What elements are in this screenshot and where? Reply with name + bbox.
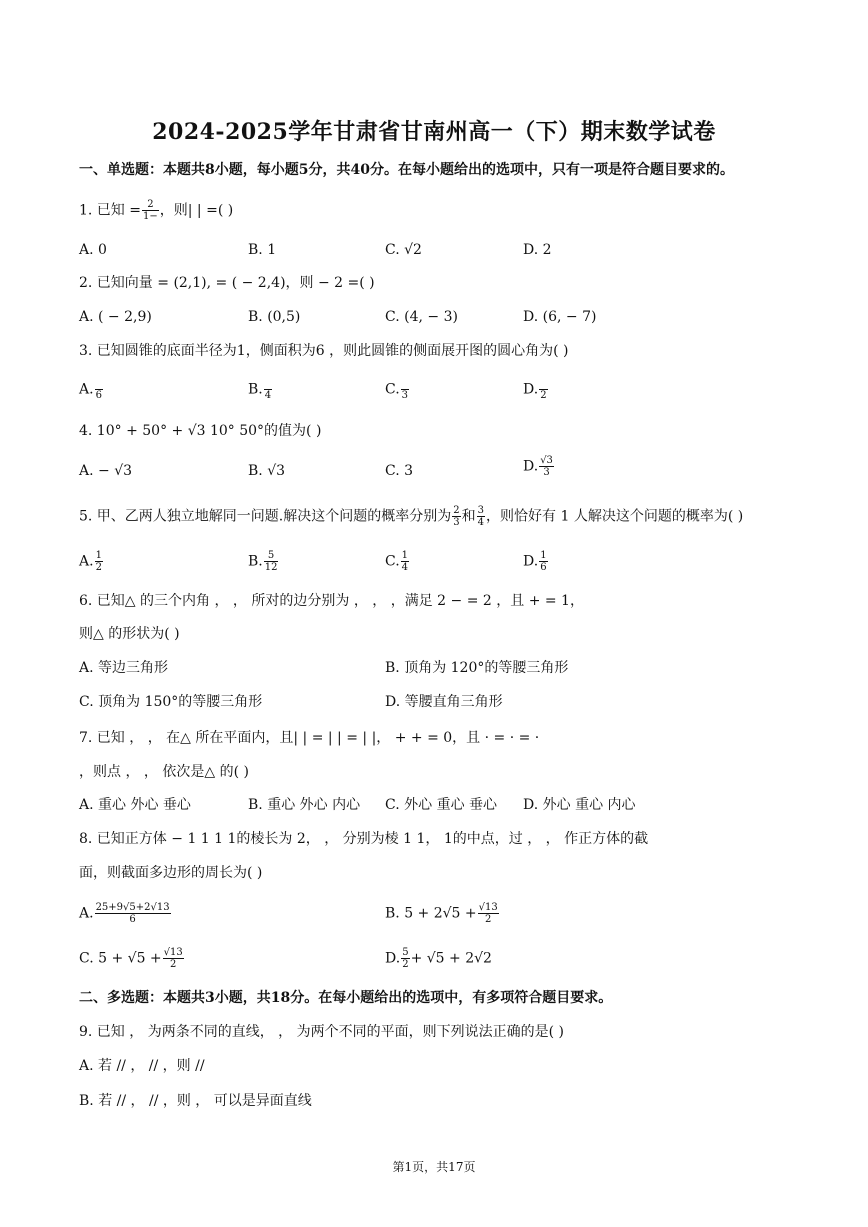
q3-option-d: D. 2 <box>523 378 549 401</box>
question-8-stem-line2: 面，则截面多边形的周长为( ) <box>79 865 263 881</box>
page-footer: 第1页，共17页 <box>392 1160 476 1174</box>
q1-option-a: A. 0 <box>79 242 107 258</box>
q3-option-c: C. 3 <box>385 378 410 401</box>
question-6-stem-line2: 则△ 的形状为( ) <box>79 626 180 642</box>
q2-option-b: B. (0,5) <box>248 309 301 325</box>
q9-option-a: A. 若 // ， // ，则 // <box>79 1058 205 1074</box>
q6-option-d: D. 等腰直角三角形 <box>385 694 503 710</box>
q7-option-a: A. 重心 外心 垂心 <box>79 797 191 813</box>
question-6-stem-line1: 6. 已知△ 的三个内角 ， ， 所对的边分别为 ， ， ，满足 2 − = 2 ，且 + = 1， <box>79 593 584 609</box>
q8-option-d: D. $\frac{5}{2}$ + √5 + 2√2 <box>385 947 492 970</box>
question-1-stem <box>79 199 233 222</box>
question-8-stem-line1: 8. 已知正方体 − 1 1 1 1的棱长为 2， ， 分别为棱 1 1， 1的中点，过 ， ， 作正方体的截 <box>79 831 649 847</box>
question-3-stem: 3. 已知圆锥的底面半径为1，侧面积为6 ，则此圆锥的侧面展开图的圆心角为( ) <box>79 343 569 359</box>
q5-option-c: C. $\frac{1}{4}$ <box>385 550 409 573</box>
question-7-stem-line1: 7. 已知 ， ， 在△ 所在平面内，且| | = | | = | |， + + = 0，且 · = · = · <box>79 730 540 746</box>
q6-option-a: A. 等边三角形 <box>79 660 169 676</box>
q1-stem-prefix: 1. 已知 = <box>79 202 141 219</box>
q8-option-b: B. 5 + 2√5 + $\frac{√13}{2}$ <box>385 902 498 925</box>
q5-option-b: B. $\frac{5}{12}$ <box>248 550 278 573</box>
q4-option-b: B. √3 <box>248 463 286 479</box>
q9-option-b: B. 若 // ， // ，则 ， 可以是异面直线 <box>79 1093 312 1109</box>
section-single-choice: 一、单选题：本题共8小题，每小题5分，共40分。在每小题给出的选项中，只有一项是符合题目要求的。 <box>79 162 734 178</box>
q1-option-b: B. 1 <box>248 242 277 258</box>
question-5-stem: 5. 甲、乙两人独立地解同一问题.解决这个问题的概率分别为 $\frac{2}{3}$ 和 $\frac{3}{4}$ ，则恰好有 1 人解决这个问题的概率为( ) <box>79 505 744 528</box>
q2-option-d: D. (6, − 7) <box>523 309 597 325</box>
q2-option-c: C. (4, − 3) <box>385 309 458 325</box>
q4-option-c: C. 3 <box>385 463 414 479</box>
q8-option-c: C. 5 + √5 + $\frac{√13}{2}$ <box>79 947 183 970</box>
q6-option-c: C. 顶角为 150°的等腰三角形 <box>79 694 263 710</box>
q3-option-a: A. 6 <box>79 378 104 401</box>
q8-option-a: A. $\frac{25+9√5+2√13}{6}$ <box>79 902 170 925</box>
q7-option-c: C. 外心 重心 垂心 <box>385 797 498 813</box>
q7-option-d: D. 外心 重心 内心 <box>523 797 636 813</box>
q7-option-b: B. 重心 外心 内心 <box>248 797 361 813</box>
q1-stem-suffix: ，则| | =( ) <box>159 202 234 219</box>
question-2-stem: 2. 已知向量 = (2,1), = ( − 2,4)，则 − 2 =( ) <box>79 275 375 291</box>
question-9-stem: 9. 已知 ， 为两条不同的直线， ， 为两个不同的平面，则下列说法正确的是( ) <box>79 1024 564 1040</box>
q1-option-d: D. 2 <box>523 242 552 258</box>
q6-option-b: B. 顶角为 120°的等腰三角形 <box>385 660 569 676</box>
q5-option-d: D. $\frac{1}{6}$ <box>523 550 547 573</box>
q4-option-a: A. − √3 <box>79 463 133 479</box>
q5-option-a: A. $\frac{1}{2}$ <box>79 550 102 573</box>
q4-option-d: D. $\frac{√3}{3}$ <box>523 455 553 478</box>
q3-option-b: B. 4 <box>248 378 273 401</box>
q1-fraction: $\frac{2}{1-}$ <box>143 199 158 222</box>
question-7-stem-line2: ，则点 ， ， 依次是△ 的( ) <box>79 764 249 780</box>
q1-option-c: C. √2 <box>385 242 422 258</box>
q2-option-a: A. ( − 2,9) <box>79 309 152 325</box>
page-title: 2024-2025学年甘肃省甘南州高一（下）期末数学试卷 <box>152 119 716 145</box>
question-4-stem: 4. 10° + 50° + √3 10° 50°的值为( ) <box>79 423 322 439</box>
section-multiple-choice: 二、多选题：本题共3小题，共18分。在每小题给出的选项中，有多项符合题目要求。 <box>79 990 613 1006</box>
